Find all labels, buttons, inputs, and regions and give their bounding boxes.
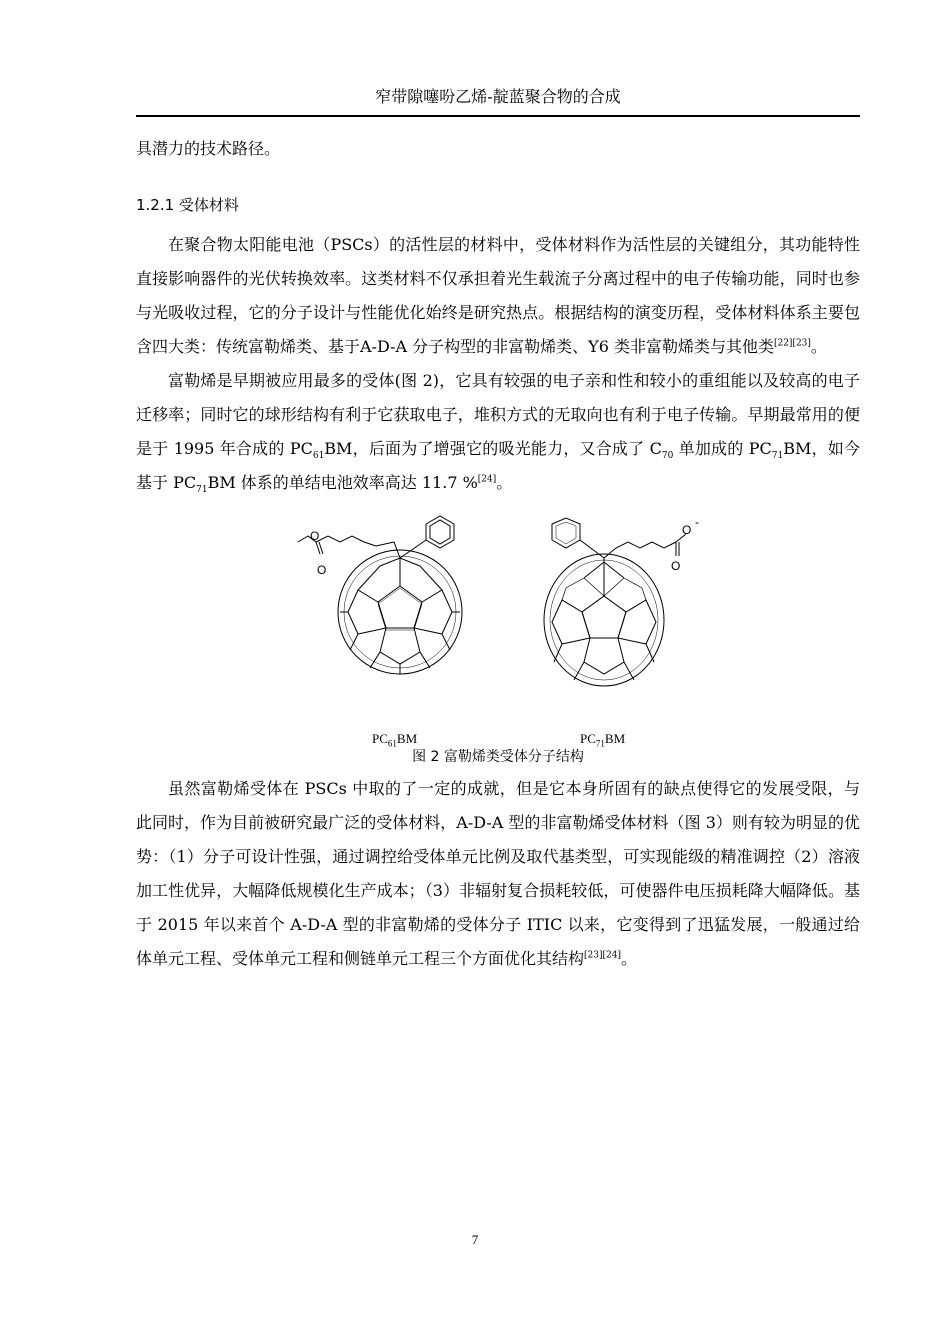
- citation: [22][23]: [773, 338, 811, 349]
- header-rule: [136, 115, 860, 117]
- continuation-text: 具潜力的技术路径。: [136, 139, 281, 158]
- oxygen-atom: O: [682, 523, 692, 537]
- pc61bm-label: $PC_{61}BM$: [372, 731, 418, 749]
- pc61bm-structure: [298, 516, 462, 674]
- page-body: [136, 132, 860, 976]
- paragraph-1: 在聚合物太阳能电池（PSCs）的活性层的材料中，受体材料作为活性层的关键组分，其功能特性直接影响器件的光伏转换效率。这类材料不仅承担着光生载流子分离过程中的电子传输功能，同时也参与光吸收过程，它的分子设计与性能优化始终是研究热点。根据结构的演变历程，受体材料体系主要包含四大类：传统富勒烯类、基于A-D-A 分子构型的非富勒烯类、Y6 类非富勒烯类与其他类[22][23]。: [136, 235, 860, 356]
- pc71bm-structure: [544, 518, 686, 686]
- citation: [23][24]: [584, 950, 621, 961]
- paragraph-3: 虽然富勒烯受体在 PSCs 中取的了一定的成就，但是它本身所固有的缺点使得它的发展受限，与此同时，作为目前被研究最广泛的受体材料，A-D-A 型的非富勒烯受体材料（图 3）则有较为明显的优势：（1）分子可设计性强，通过调控给受体单元比例及取代基类型，可实现能级的精准调控（2）溶液加工性优异，大幅降低规模化生产成本；（3）非辐射复合损耗较低，可使器件电压损耗降大幅降低。基于 2015 年以来首个 A-D-A 型的非富勒烯的受体分子 ITIC 以来，它变得到了迅猛发展，一般通过给体单元工程、受体单元工程和侧链单元工程三个方面优化其结构[23][24]。: [136, 779, 860, 968]
- section-heading: 1.2.1 受体材料: [136, 196, 239, 214]
- figure-2: [136, 512, 860, 749]
- negative-charge: -: [695, 515, 699, 529]
- citation: [24]: [477, 474, 497, 485]
- running-header: 窄带隙噻吩乙烯-靛蓝聚合物的合成: [375, 87, 621, 106]
- figure-caption: 图 2 富勒烯类受体分子结构: [412, 749, 584, 765]
- fullerene-structures: [136, 512, 860, 744]
- oxygen-atom: O: [671, 559, 681, 573]
- oxygen-atom: O: [310, 529, 320, 543]
- page-number: 7: [471, 1232, 479, 1247]
- pc71bm-label: $PC_{71}BM$: [580, 731, 626, 749]
- paragraph-2: 富勒烯是早期被应用最多的受体(图 2)，它具有较强的电子亲和性和较小的重组能以及较高的电子迁移率；同时它的球形结构有利于它获取电子，堆积方式的无取向也有利于电子传输。早期最常用的便是于 1995 年合成的 $PC_{61}BM$，后面为了增强它的吸光能力，又合成了 $C_{70}$ 单加成的 $PC_{71}BM$，如今基于 $PC_{71}BM$ 体系的单结电池效率高达 11.7 %[24]。: [136, 371, 860, 496]
- oxygen-atom: O: [317, 563, 327, 577]
